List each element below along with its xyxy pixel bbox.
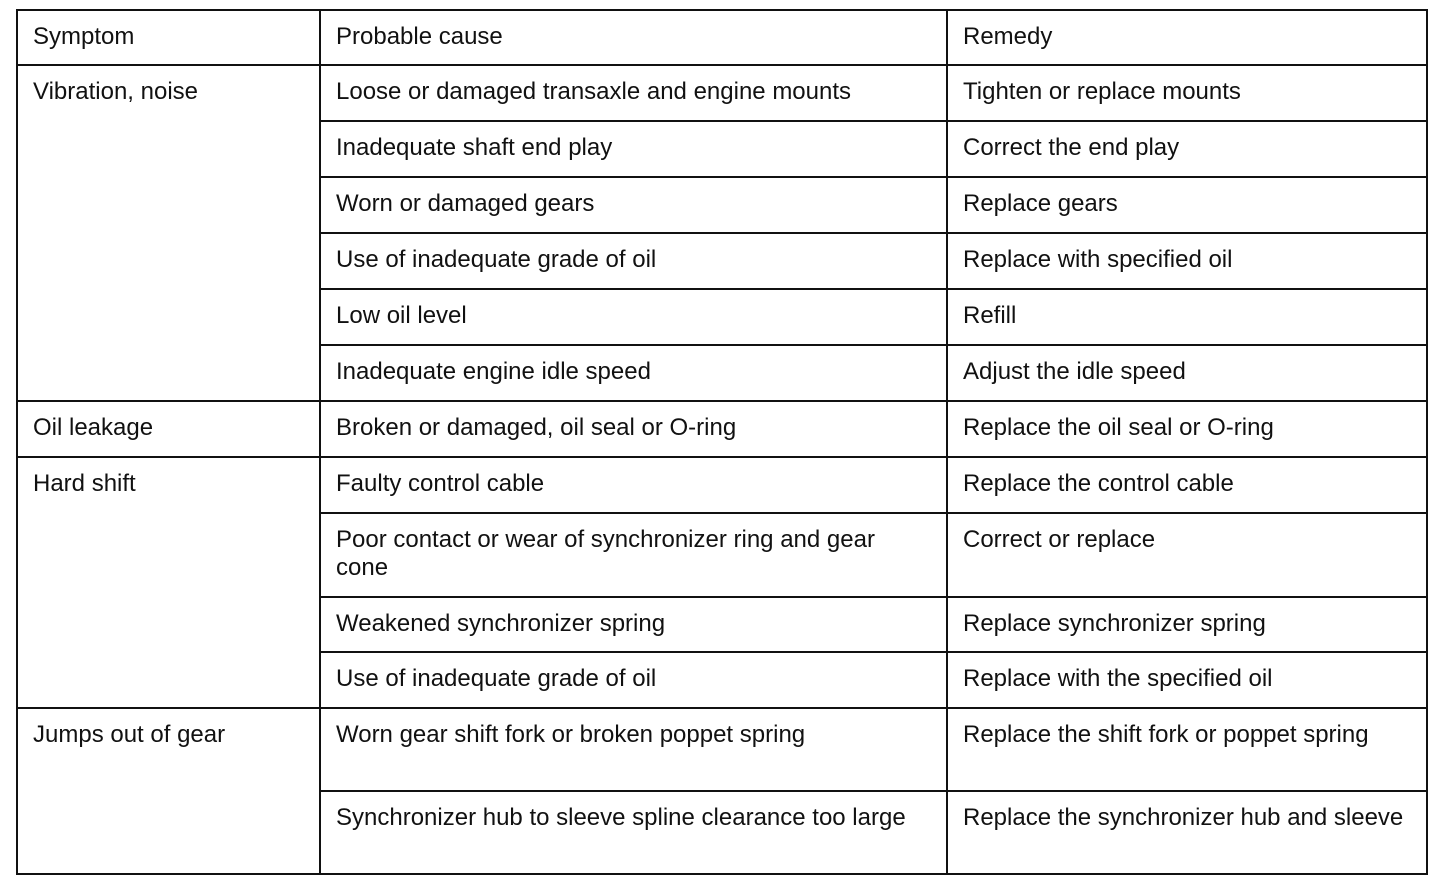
header-symptom: Symptom — [17, 10, 320, 65]
header-remedy: Remedy — [947, 10, 1427, 65]
remedy-cell: Replace synchronizer spring — [947, 597, 1427, 652]
symptom-cell: Jumps out of gear — [17, 708, 320, 874]
cause-cell: Use of inadequate grade of oil — [320, 652, 947, 708]
cause-cell: Low oil level — [320, 289, 947, 345]
cause-cell: Inadequate shaft end play — [320, 121, 947, 177]
table-row — [17, 65, 1427, 121]
cause-cell: Worn or damaged gears — [320, 177, 947, 233]
cause-cell: Loose or damaged transaxle and engine mounts — [320, 65, 947, 121]
remedy-cell: Tighten or replace mounts — [947, 65, 1427, 121]
cause-cell: Use of inadequate grade of oil — [320, 233, 947, 289]
table-row — [17, 708, 1427, 791]
table-row — [17, 457, 1427, 513]
header-row — [17, 10, 1427, 65]
troubleshooting-table — [16, 9, 1428, 875]
symptom-cell: Oil leakage — [17, 401, 320, 457]
cause-cell: Broken or damaged, oil seal or O-ring — [320, 401, 947, 457]
remedy-cell: Replace with the specified oil — [947, 652, 1427, 708]
header-probable-cause: Probable cause — [320, 10, 947, 65]
remedy-cell: Replace the oil seal or O-ring — [947, 401, 1427, 457]
remedy-cell: Replace the shift fork or poppet spring — [947, 708, 1427, 791]
remedy-cell: Replace with specified oil — [947, 233, 1427, 289]
remedy-cell: Correct or replace — [947, 513, 1427, 597]
cause-cell: Weakened synchronizer spring — [320, 597, 947, 652]
table-row — [17, 401, 1427, 457]
remedy-cell: Refill — [947, 289, 1427, 345]
symptom-cell: Vibration, noise — [17, 65, 320, 401]
remedy-cell: Correct the end play — [947, 121, 1427, 177]
remedy-cell: Adjust the idle speed — [947, 345, 1427, 401]
remedy-cell: Replace the synchronizer hub and sleeve — [947, 791, 1427, 874]
symptom-cell: Hard shift — [17, 457, 320, 708]
cause-cell: Faulty control cable — [320, 457, 947, 513]
cause-cell: Poor contact or wear of synchronizer ring and gear cone — [320, 513, 947, 597]
cause-cell: Synchronizer hub to sleeve spline clearance too large — [320, 791, 947, 874]
remedy-cell: Replace gears — [947, 177, 1427, 233]
cause-cell: Worn gear shift fork or broken poppet spring — [320, 708, 947, 791]
remedy-cell: Replace the control cable — [947, 457, 1427, 513]
cause-cell: Inadequate engine idle speed — [320, 345, 947, 401]
